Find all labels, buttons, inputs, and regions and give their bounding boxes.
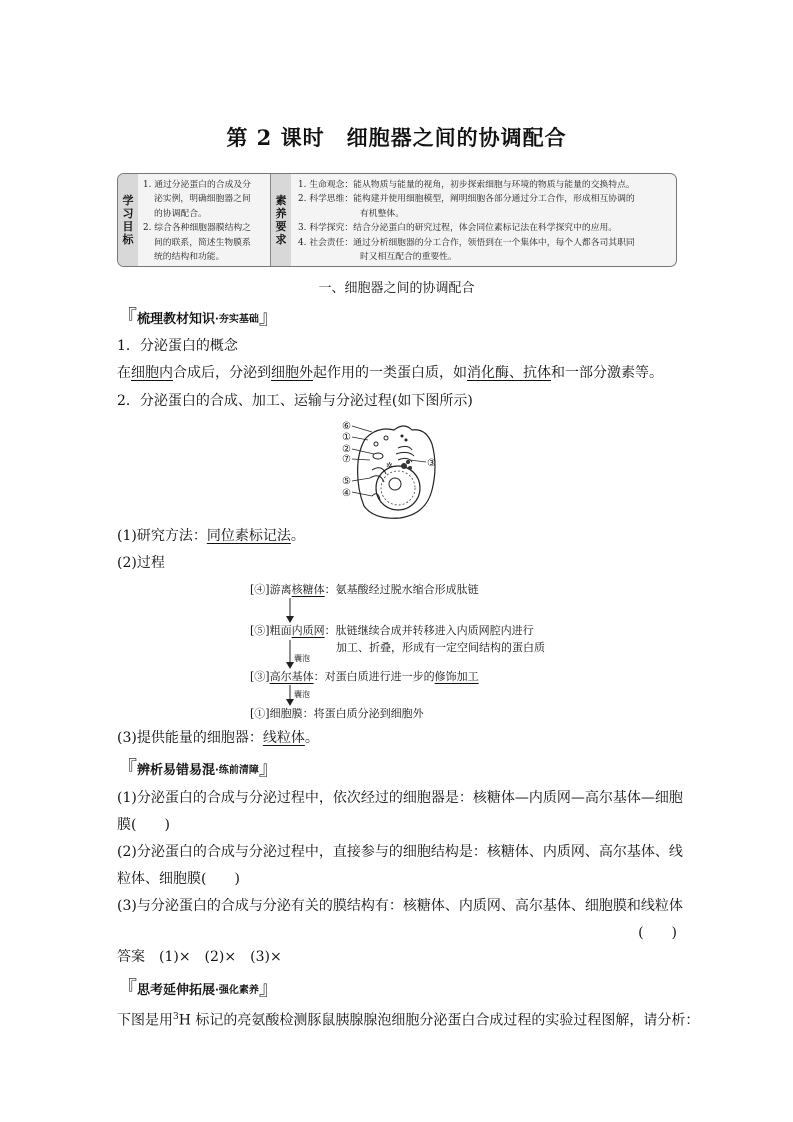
learning-goals-box (117, 173, 677, 267)
goals-list: 1. 通过分泌蛋白的合成及分 泌实例，明确细胞器之间 的协调配合。 2. 综合各种细胞器膜结构之 间的联系，简述生物膜系 统的结构和功能。 (143, 180, 251, 263)
section-heading: 一、细胞器之间的协调配合 (318, 281, 475, 296)
judge-q2-line2: 粒体、细胞膜( ) (117, 871, 240, 887)
flow-vesicle-label-2: 囊泡 (294, 690, 310, 699)
flow-arrow-1 (284, 598, 296, 624)
process-heading: 2．分泌蛋白的合成、加工、运输与分泌过程(如下图所示) (117, 393, 473, 409)
judge-q3-line1: (3)与分泌蛋白的合成与分泌有关的膜结构有：核糖体、内质网、高尔基体、细胞膜和线粒体 (117, 898, 683, 914)
method-line: (1)研究方法：同位素标记法。 (117, 528, 305, 544)
cell-diagram (338, 416, 448, 522)
flow-step-er-line2: 加工、折叠，形成有一定空间结构的蛋白质 (336, 641, 545, 654)
judge-q2-line1: (2)分泌蛋白的合成与分泌过程中，直接参与的细胞结构是：核糖体、内质网、高尔基体、线 (117, 844, 683, 860)
diagram-label-5: ⑤ (342, 476, 351, 487)
judge-q1-line2: 膜( ) (117, 817, 170, 833)
diagram-label-1: ① (342, 432, 351, 443)
judge-answer: 答案 (1)× (2)× (3)× (117, 949, 282, 965)
diagram-label-3: ③ (427, 458, 436, 469)
diagram-label-6: ⑥ (342, 421, 351, 432)
diagram-label-2: ② (342, 444, 351, 455)
final-paragraph: 下图是用$^3$H 标记的亮氨酸检测豚鼠胰腺腺泡细胞分泌蛋白合成过程的实验过程图解，请分析： (117, 1012, 700, 1029)
section-tag-judge: 『 辨析易错易混 ·练前清障 』 (117, 756, 279, 780)
flow-step-ribosome: [④]游离核糖体：氨基酸经过脱水缩合形成肽链 (250, 583, 479, 596)
flow-step-golgi: [③]高尔基体：对蛋白质进行进一步的修饰加工 (250, 670, 479, 683)
energy-line: (3)提供能量的细胞器：线粒体。 (117, 730, 319, 746)
flow-step-membrane: [①]细胞膜：将蛋白质分泌到细胞外 (250, 707, 424, 720)
flow-vesicle-label-1: 囊泡 (294, 654, 310, 663)
judge-q3-line2: ( ) (638, 925, 677, 941)
judge-q1-line1: (1)分泌蛋白的合成与分泌过程中，依次经过的细胞器是：核糖体—内质网—高尔基体—细胞 (117, 790, 683, 806)
diagram-label-4: ④ (342, 488, 351, 499)
process-label: (2)过程 (117, 555, 165, 571)
literacy-label: 素养要求 (271, 174, 291, 266)
page-title: 第 2 课时 细胞器之间的协调配合 (226, 125, 567, 150)
goals-label: 学习目标 (118, 174, 138, 266)
literacy-list: 1. 生命观念：能从物质与能量的视角，初步探索细胞与环境的物质与能量的交换特点。 2. 科学思维：能构建并使用细胞模型，阐明细胞各部分通过分工合作，形成相互协调的 有机整体。 3. 科学探究：结合分泌蛋白的研究过程，体会同位素标记法在科学探究中的应用。 4. 社会责任：通过分析细胞器的分工合作，领悟到在一个集体中，每个人都各司其职同 时又相互配合的重要性。 (298, 180, 635, 263)
concept-heading: 1．分泌蛋白的概念 (117, 338, 238, 354)
section-tag-extend: 『 思考延伸拓展 ·强化素养 』 (117, 976, 279, 1000)
concept-text: 在细胞内合成后，分泌到细胞外起作用的一类蛋白质，如消化酶、抗体和一部分激素等。 (117, 365, 663, 381)
svg-text:✲: ✲ (386, 461, 393, 470)
section-tag-review: 『 梳理教材知识 ·夯实基础 』 (117, 305, 279, 329)
diagram-label-7: ⑦ (342, 454, 351, 465)
flow-step-er: [⑤]粗面内质网：肽链继续合成并转移进入内质网腔内进行 (250, 624, 534, 637)
